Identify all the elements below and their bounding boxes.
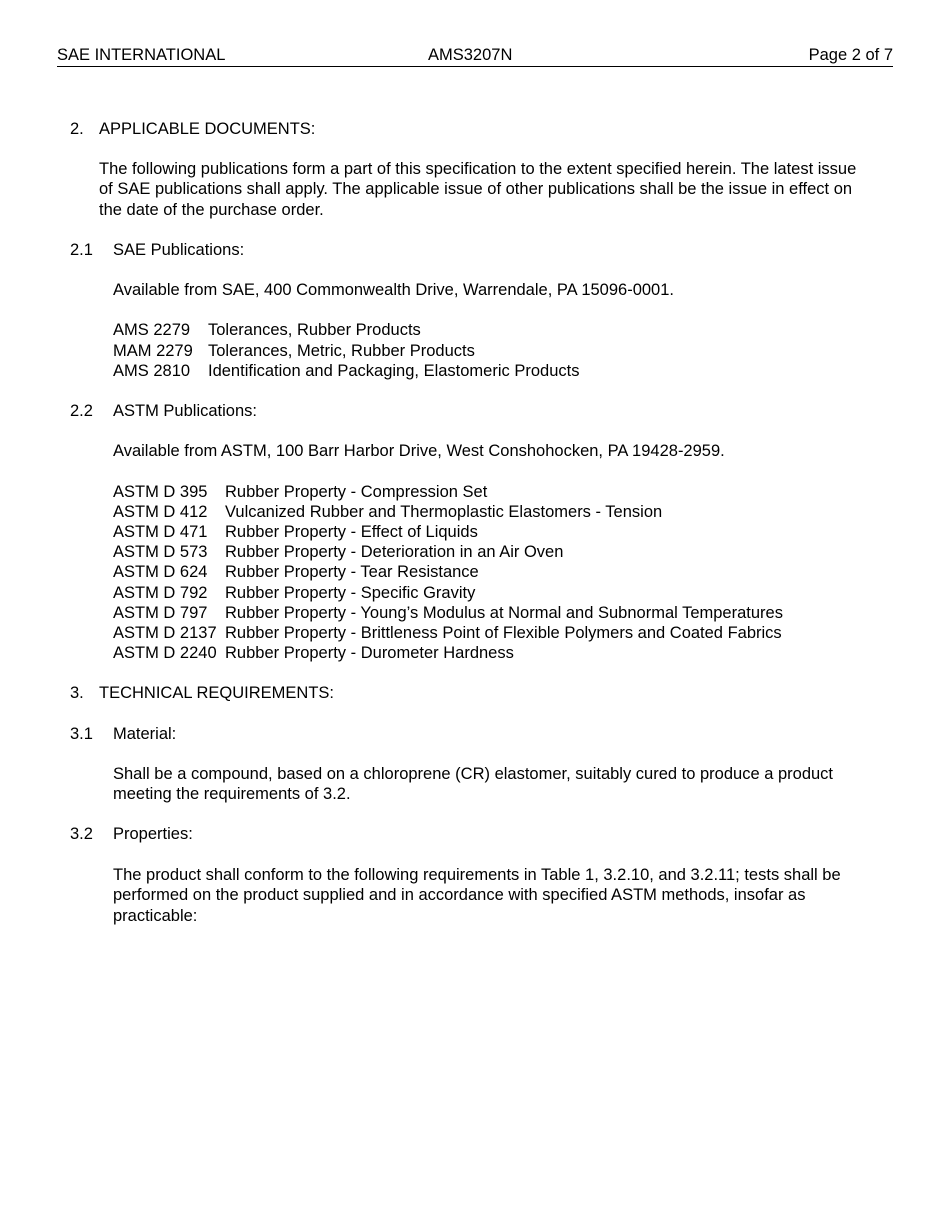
astm-reference [113,482,487,502]
section-3-1-number: 3.1 [70,725,93,743]
section-3-title: TECHNICAL REQUIREMENTS: [99,684,334,702]
astm-reference [113,583,475,603]
reference-title: Rubber Property - Young’s Modulus at Normal and Subnormal Temperatures [225,604,783,622]
reference-code: ASTM D 412 [113,503,208,521]
reference-code: AMS 2279 [113,321,191,339]
reference-code: ASTM D 2240 [113,644,217,662]
header-document-number: AMS3207N [428,46,513,64]
reference-code: ASTM D 395 [113,483,208,501]
reference-code: ASTM D 624 [113,563,208,581]
astm-reference [113,502,662,522]
reference-title: Rubber Property - Specific Gravity [225,584,476,602]
sae-reference [113,361,579,381]
sae-address: Available from SAE, 400 Commonwealth Drive, Warrendale, PA 15096-0001. [113,281,674,299]
astm-reference [113,623,782,643]
header-organization: SAE INTERNATIONAL [57,46,226,64]
page-header [57,45,893,67]
astm-reference [113,542,563,562]
reference-code: ASTM D 792 [113,584,208,602]
reference-title: Rubber Property - Compression Set [225,483,488,501]
section-3-number: 3. [70,684,84,702]
section-3-2-number: 3.2 [70,825,93,843]
reference-title: Rubber Property - Deterioration in an Air Oven [225,543,564,561]
reference-title: Rubber Property - Durometer Hardness [225,644,514,662]
section-2-body: The following publications form a part of this specification to the extent specified herein. The latest issue of SAE publications shall apply. The applicable issue of other publications shall be the issue in effect on the date of the purchase order. [99,160,857,219]
reference-code: ASTM D 573 [113,543,208,561]
section-3-1-body: Shall be a compound, based on a chloroprene (CR) elastomer, suitably cured to produce a product meeting the requirements of 3.2. [113,765,834,804]
reference-code: MAM 2279 [113,342,193,360]
astm-reference [113,643,514,663]
astm-address: Available from ASTM, 100 Barr Harbor Drive, West Conshohocken, PA 19428-2959. [113,442,725,460]
reference-title: Rubber Property - Effect of Liquids [225,523,478,541]
section-2-2-title: ASTM Publications: [113,402,257,420]
astm-reference [113,562,479,582]
reference-code: ASTM D 797 [113,604,208,622]
astm-reference [113,603,783,623]
section-2-2-number: 2.2 [70,402,93,420]
section-2-title: APPLICABLE DOCUMENTS: [99,120,316,138]
header-page-number: Page 2 of 7 [808,46,893,64]
reference-title: Rubber Property - Tear Resistance [225,563,479,581]
reference-title: Rubber Property - Brittleness Point of Flexible Polymers and Coated Fabrics [225,624,782,642]
reference-code: ASTM D 2137 [113,624,217,642]
reference-title: Vulcanized Rubber and Thermoplastic Elastomers - Tension [225,503,663,521]
reference-title: Identification and Packaging, Elastomeric Products [208,362,580,380]
section-2-1-title: SAE Publications: [113,241,245,259]
reference-title: Tolerances, Rubber Products [208,321,421,339]
section-3-2-title: Properties: [113,825,193,843]
section-2-number: 2. [70,120,84,138]
reference-code: AMS 2810 [113,362,191,380]
reference-title: Tolerances, Metric, Rubber Products [208,342,475,360]
section-3-2-body: The product shall conform to the following requirements in Table 1, 3.2.10, and 3.2.11; tests shall be performed on the product supplied and in accordance with specified ASTM methods, insofar as practicable: [113,866,841,925]
section-3-1-title: Material: [113,725,177,743]
sae-reference [113,341,475,361]
section-2-1-number: 2.1 [70,241,93,259]
astm-reference [113,522,478,542]
sae-reference [113,320,421,340]
reference-code: ASTM D 471 [113,523,208,541]
